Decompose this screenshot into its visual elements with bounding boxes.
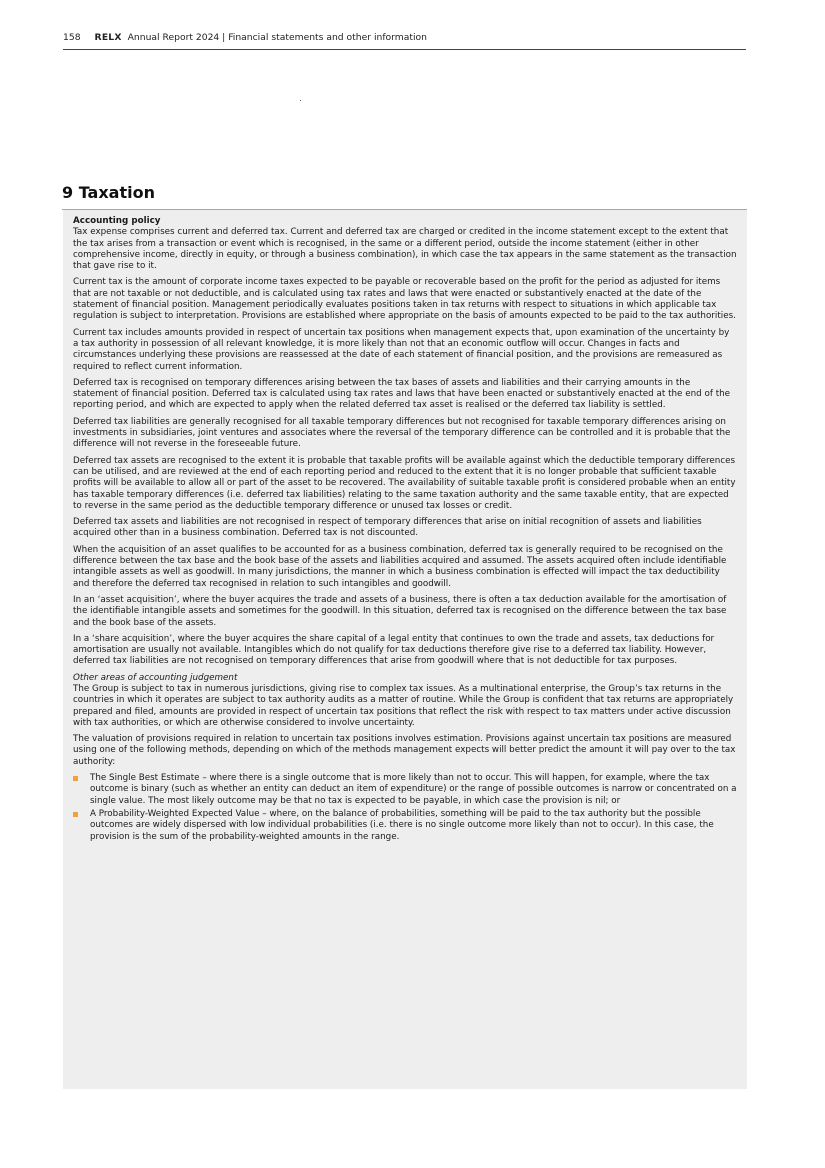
square-bullet-icon xyxy=(73,812,78,817)
method-list xyxy=(73,773,737,843)
page-header xyxy=(63,30,746,50)
section-title: 9 Taxation xyxy=(62,183,155,202)
method-text: A Probability-Weighted Expected Value – where, on the balance of probabilities, something will be paid to the tax authority but the possible outcomes are widely dispersed with low individual probabilities (i.e. there is no single outcome more likely than not to occur). In this case, the provision is the sum of the probability-weighted amounts in the range. xyxy=(90,808,714,842)
method-text: The Single Best Estimate – where there is a single outcome that is more likely than not to occur. This will happen, for example, where the tax outcome is binary (such as whether an entity can deduct an item of expenditure) or the range of possible outcomes is narrow or concentrated on a single value. The most likely outcome may be that no tax is expected to be payable, in which case the provision is nil; or xyxy=(90,773,737,806)
policy-heading: Accounting policy xyxy=(73,216,161,226)
policy-paragraph: Deferred tax liabilities are generally recognised for all taxable temporary differences but not recognised for taxable temporary differences arising on investments in subsidiaries, joint ventures and associates where the reversal of the temporary difference can be controlled and it is probable that the difference will not reverse in the foreseeable future. xyxy=(73,416,731,450)
policy-paragraph: In a ‘share acquisition’, where the buyer acquires the share capital of a legal entity that continues to own the trade and assets, tax deductions for amortisation are usually not available. Intangibles which do not qualify for tax deductions therefore give rise to a deferred tax liability. However, deferred tax liabilities are not recognised on temporary differences that arise from goodwill where that is not deductible for tax purposes. xyxy=(73,633,715,667)
header-title: Annual Report 2024 | Financial statements and other information xyxy=(127,32,427,43)
page-number: 158 xyxy=(63,32,81,43)
policy-paragraph: Deferred tax assets and liabilities are not recognised in respect of temporary differences that arise on initial recognition of assets and liabilities acquired other than in a business combination. Deferred tax is not discounted. xyxy=(73,517,702,539)
stray-dot xyxy=(300,100,301,101)
method-list-item xyxy=(73,809,737,843)
brand-name: RELX xyxy=(94,32,122,43)
policy-paragraph: Current tax includes amounts provided in respect of uncertain tax positions when management expects that, upon examination of the uncertainty by a tax authority in possession of all relevant knowledge, it is more likely than not that an economic outflow will occur. Changes in facts and circumstances underlying these provisions are reassessed at the date of each statement of financial position, and the provisions are remeasured as required to reflect current information. xyxy=(73,327,730,372)
method-list-item xyxy=(73,773,737,807)
judgement-paragraph: The valuation of provisions required in relation to uncertain tax positions involves estimation. Provisions against uncertain tax positions are measured using one of the following methods, depending on which of the methods management expects will better predict the amount it will pay over to the tax authority: xyxy=(73,734,736,767)
policy-paragraph: When the acquisition of an asset qualifies to be accounted for as a business combination, deferred tax is generally required to be recognised on the difference between the tax base and the book base of the assets and liabilities acquired and assumed. The assets acquired often include identifiable intangible assets as well as goodwill. In many jurisdictions, the manner in which a business combination is effected will impact the tax deductibility and therefore the deferred tax recognised in relation to such intangibles and goodwill. xyxy=(73,544,727,589)
accounting-policy-box xyxy=(63,210,747,1089)
policy-paragraph: In an ‘asset acquisition’, where the buyer acquires the trade and assets of a business, there is often a tax deduction available for the amortisation of the identifiable intangible assets and sometimes for the goodwill. In this situation, deferred tax is recognised on the difference between the tax base and the book base of the assets. xyxy=(73,594,727,628)
square-bullet-icon xyxy=(73,776,78,781)
policy-paragraph: Tax expense comprises current and deferred tax. Current and deferred tax are charged or credited in the income statement except to the extent that the tax arises from a transaction or event which is recognised, in the same or a different period, outside the income statement (either in other comprehensive income, directly in equity, or through a business combination), in which case the tax appears in the same statement as the transaction that gave rise to it. xyxy=(73,227,737,272)
judgement-heading: Other areas of accounting judgement xyxy=(73,672,238,683)
policy-paragraph: Deferred tax assets are recognised to the extent it is probable that taxable profits will be available against which the deductible temporary differences can be utilised, and are reviewed at the end of each reporting period and reduced to the extent that it is no longer probable that sufficient taxable profits will be available to allow all or part of the asset to be recovered. The availability of suitable taxable profit is considered probable when an entity has taxable temporary differences (i.e. deferred tax liabilities) relating to the same taxation authority and the same taxable entity, that are expected to reverse in the same period as the deductible temporary difference or unused tax losses or credit. xyxy=(73,455,736,511)
judgement-paragraph: The Group is subject to tax in numerous jurisdictions, giving rise to complex tax issues. As a multinational enterprise, the Group’s tax returns in the countries in which it operates are subject to tax authority audits as a matter of routine. While the Group is confident that tax returns are appropriately prepared and filed, amounts are provided in respect of uncertain tax positions that reflect the risk with respect to tax matters under active discussion with tax authorities, or which are otherwise considered to involve uncertainty. xyxy=(73,683,734,728)
policy-paragraph: Deferred tax is recognised on temporary differences arising between the tax bases of assets and liabilities and their carrying amounts in the statement of financial position. Deferred tax is calculated using tax rates and laws that have been enacted or substantively enacted at the end of the reporting period, and which are expected to apply when the related deferred tax asset is realised or the deferred tax liability is settled. xyxy=(73,377,731,411)
policy-paragraph: Current tax is the amount of corporate income taxes expected to be payable or recoverable based on the profit for the period as adjusted for items that are not taxable or not deductible, and is calculated using tax rates and laws that were enacted or substantively enacted at the date of the statement of financial position. Management periodically evaluates positions taken in tax returns with respect to situations in which applicable tax regulation is subject to interpretation. Provisions are established where appropriate on the basis of amounts expected to be paid to the tax authorities. xyxy=(73,277,736,322)
